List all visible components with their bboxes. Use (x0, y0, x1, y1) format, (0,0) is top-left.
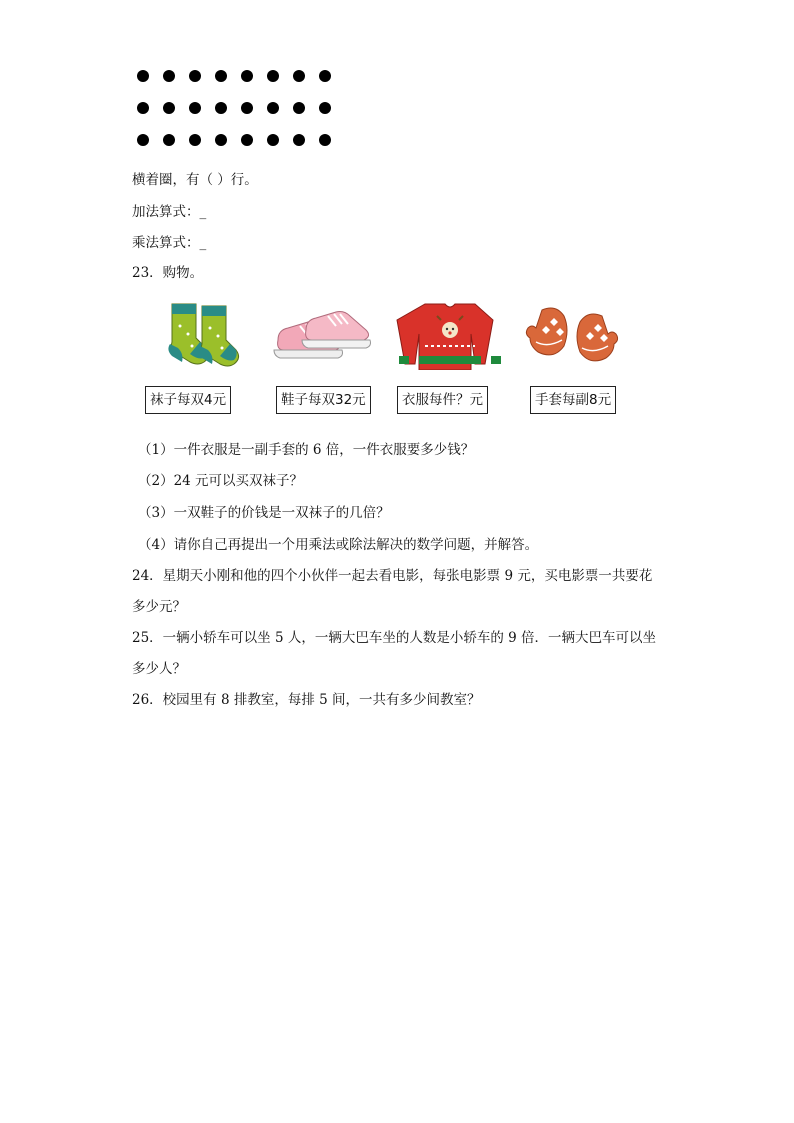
dot (267, 102, 279, 114)
dot (163, 134, 175, 146)
dot (241, 102, 253, 114)
question-24-line-2: 多少元？ (132, 599, 186, 615)
dot (189, 102, 201, 114)
question-25-line-2: 多少人？ (132, 661, 186, 677)
shoes-image (270, 300, 380, 370)
question-23-title: 23．购物。 (132, 265, 204, 281)
dot (319, 134, 331, 146)
dot (189, 134, 201, 146)
dot (319, 70, 331, 82)
dot (293, 102, 305, 114)
question-26: 26．校园里有 8 排教室，每排 5 间，一共有多少间教室？ (132, 692, 481, 708)
dot (215, 102, 227, 114)
dot (241, 70, 253, 82)
question-23-4: （4）请你自己再提出一个用乘法或除法解决的数学问题，并解答。 (138, 537, 539, 553)
dot (267, 134, 279, 146)
horizontal-circle-question: 横着圈，有（ ）行。 (132, 172, 258, 188)
dot (319, 102, 331, 114)
dot (163, 70, 175, 82)
dot (241, 134, 253, 146)
question-23-1: （1）一件衣服是一副手套的 6 倍，一件衣服要多少钱？ (138, 442, 475, 458)
sweater-image (395, 300, 505, 370)
dot (293, 70, 305, 82)
dot (215, 70, 227, 82)
dot (163, 102, 175, 114)
question-23-3: （3）一双鞋子的价钱是一双袜子的几倍？ (138, 505, 390, 521)
question-25-line-1: 25．一辆小轿车可以坐 5 人，一辆大巴车坐的人数是小轿车的 9 倍．一辆大巴车可以坐 (132, 630, 657, 646)
sweater-price-label: 衣服每件？元 (397, 386, 488, 414)
multiplication-equation-line: 乘法算式：_ (132, 235, 207, 251)
dot (137, 70, 149, 82)
dot-array (137, 70, 345, 166)
dot-row (137, 134, 345, 166)
dot (137, 102, 149, 114)
dot-row (137, 102, 345, 134)
dot (267, 70, 279, 82)
addition-equation-line: 加法算式：_ (132, 204, 207, 220)
socks-price-label: 袜子每双4元 (145, 386, 231, 414)
shoes-price-label: 鞋子每双32元 (276, 386, 371, 414)
question-24-line-1: 24．星期天小刚和他的四个小伙伴一起去看电影，每张电影票 9 元，买电影票一共要花 (132, 568, 653, 584)
dot (293, 134, 305, 146)
mittens-price-label: 手套每副8元 (530, 386, 616, 414)
dot (137, 134, 149, 146)
mittens-image (522, 300, 632, 370)
dot-row (137, 70, 345, 102)
question-23-2: （2）24 元可以买双袜子？ (138, 473, 304, 489)
socks-image (150, 300, 260, 370)
dot (215, 134, 227, 146)
dot (189, 70, 201, 82)
